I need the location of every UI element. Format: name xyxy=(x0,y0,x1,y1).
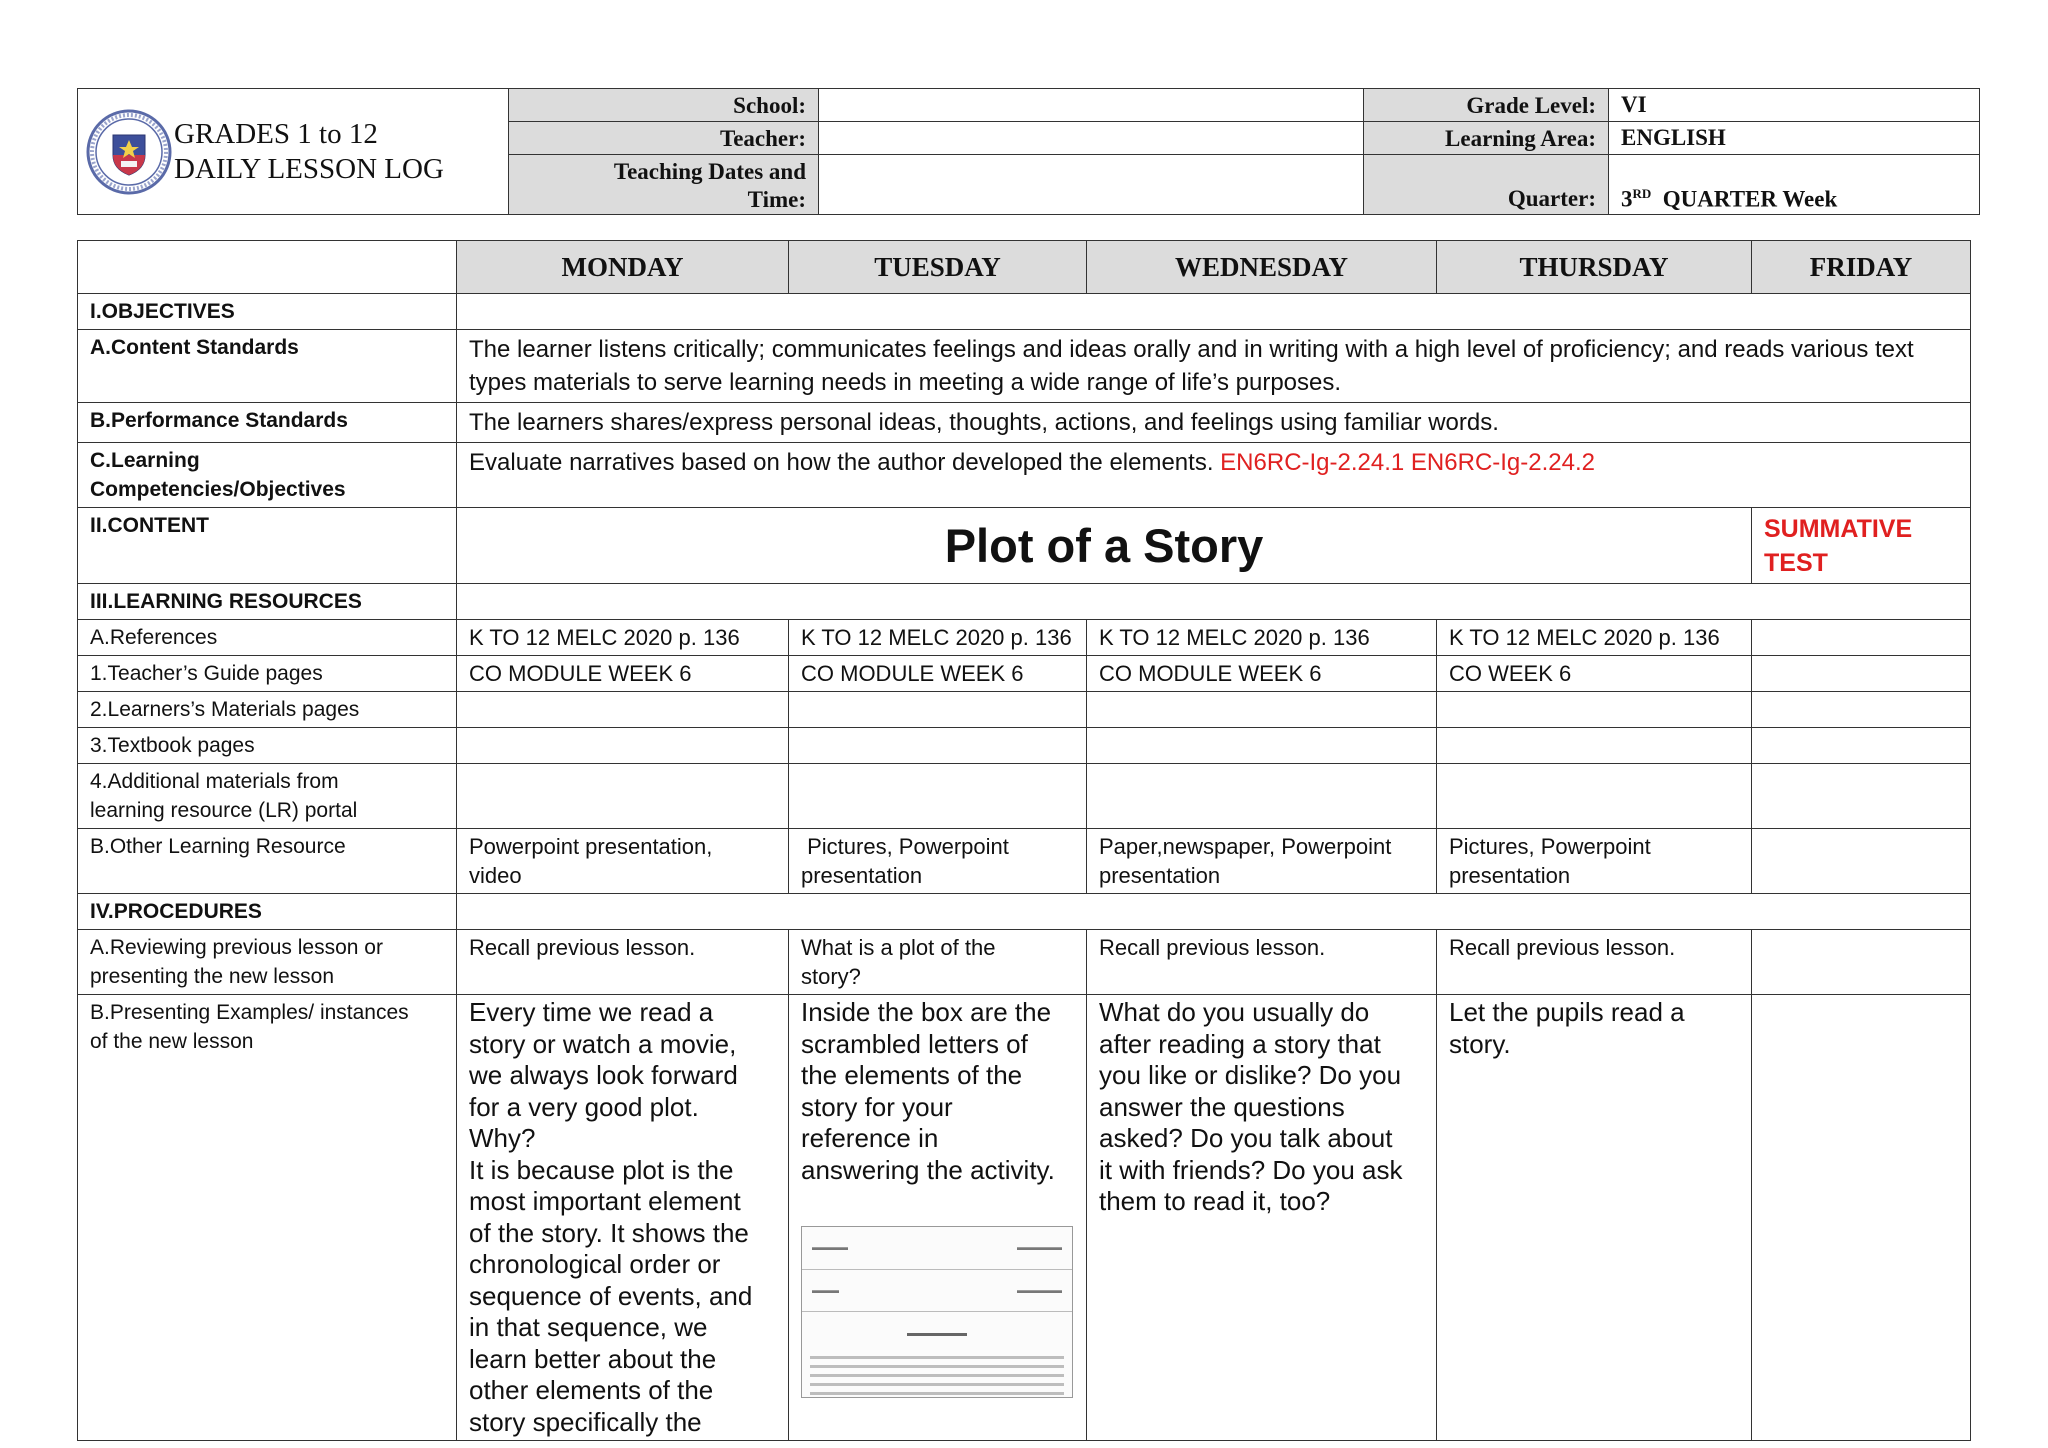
learners-materials-cell xyxy=(1437,692,1752,728)
references-row xyxy=(78,620,1971,656)
reviewing-monday xyxy=(457,930,789,995)
reviewing-row xyxy=(78,930,1971,995)
presenting-examples-row xyxy=(78,995,1971,1441)
procedures-heading-row xyxy=(78,894,1971,930)
presenting-text: them to read it, too? xyxy=(1099,1186,1331,1216)
other-resources-monday xyxy=(457,829,789,894)
reviewing-wednesday xyxy=(1087,930,1437,995)
header-title-line1: GRADES 1 to 12 xyxy=(174,117,378,150)
presenting-text: answer the questions xyxy=(1099,1091,1345,1122)
learners-materials-cell xyxy=(1087,692,1437,728)
day-header-row xyxy=(78,241,1971,294)
other-resources-row xyxy=(78,829,1971,894)
thumbnail-text-line xyxy=(810,1383,1064,1386)
presenting-text: Let the pupils read a xyxy=(1449,997,1685,1027)
textbook-cell xyxy=(1752,728,1971,764)
teaching-dates-label xyxy=(509,155,819,215)
presenting-examples-tuesday xyxy=(789,995,1087,1441)
other-resources-thursday xyxy=(1437,829,1752,894)
summative-line1: SUMMATIVE xyxy=(1764,515,1913,543)
content-row xyxy=(78,508,1971,584)
content-standards-label: A.Content Standards xyxy=(78,330,457,403)
objectives-heading: I.OBJECTIVES xyxy=(78,294,457,330)
teachers-guide-thursday: CO WEEK 6 xyxy=(1437,656,1752,692)
learners-materials-label: 2.Learners’s Materials pages xyxy=(78,692,457,728)
textbook-cell xyxy=(457,728,789,764)
other-resources-text: Pictures, Powerpoint xyxy=(1449,834,1651,859)
reviewing-text: What is a plot of the xyxy=(801,935,996,960)
quarter-week-text: QUARTER Week xyxy=(1662,187,1838,212)
competencies-label-line2: Competencies/Objectives xyxy=(90,478,346,501)
references-thursday: K TO 12 MELC 2020 p. 136 xyxy=(1437,620,1752,656)
presenting-text: of the story. It shows the xyxy=(469,1217,749,1248)
presenting-text: after reading a story that xyxy=(1099,1028,1381,1059)
additional-materials-cell xyxy=(789,764,1087,829)
additional-materials-label-line1: 4.Additional materials from xyxy=(90,770,339,793)
textbook-row xyxy=(78,728,1971,764)
reviewing-text: Recall previous lesson. xyxy=(469,935,696,960)
day-header-monday: MONDAY xyxy=(457,241,789,294)
references-wednesday: K TO 12 MELC 2020 p. 136 xyxy=(1087,620,1437,656)
header-logo-cell xyxy=(78,89,509,215)
resources-heading: III.LEARNING RESOURCES xyxy=(78,584,457,620)
thumbnail-scribble-row: ▬▬▬ ▬▬▬▬▬ xyxy=(802,1270,1072,1313)
learners-materials-cell xyxy=(457,692,789,728)
other-resources-text: Paper,newspaper, Powerpoint xyxy=(1099,834,1392,859)
lesson-log-table xyxy=(77,240,1971,1441)
other-resources-text: Pictures, Powerpoint xyxy=(801,834,1009,859)
content-standards-row xyxy=(78,330,1971,403)
competencies-text xyxy=(457,443,1971,508)
other-resources-text: presentation xyxy=(1449,863,1571,888)
thumbnail-text-line xyxy=(810,1374,1064,1377)
additional-materials-cell xyxy=(457,764,789,829)
references-label: A.References xyxy=(78,620,457,656)
reviewing-friday xyxy=(1752,930,1971,995)
presenting-text: in that sequence, we xyxy=(469,1312,708,1342)
textbook-cell xyxy=(1087,728,1437,764)
procedures-heading-blank xyxy=(457,894,1971,930)
competencies-description: Evaluate narratives based on how the author developed the elements. xyxy=(469,449,1214,476)
additional-materials-label xyxy=(78,764,457,829)
quarter-field[interactable] xyxy=(1609,155,1980,215)
presenting-examples-label-line2: of the new lesson xyxy=(90,1030,254,1053)
thumbnail-text-line xyxy=(810,1392,1064,1395)
competencies-label-line1: C.Learning xyxy=(90,449,200,472)
presenting-text: answering the activity. xyxy=(801,1154,1055,1185)
scrambled-letters-image xyxy=(801,1226,1073,1398)
presenting-text: other elements of the xyxy=(469,1375,714,1405)
learning-area-label: Learning Area: xyxy=(1364,122,1609,155)
presenting-text: most important element xyxy=(469,1186,741,1216)
presenting-text: chronological order or xyxy=(469,1249,721,1279)
grade-level-field[interactable]: VI xyxy=(1609,89,1980,122)
reviewing-text: Recall previous lesson. xyxy=(1099,935,1326,960)
corner-cell xyxy=(78,241,457,294)
competencies-label xyxy=(78,443,457,508)
reviewing-text: Recall previous lesson. xyxy=(1449,935,1676,960)
quarter-suffix: RD xyxy=(1632,186,1652,202)
performance-standards-row xyxy=(78,403,1971,443)
learners-materials-row xyxy=(78,692,1971,728)
resources-heading-row xyxy=(78,584,1971,620)
school-label: School: xyxy=(509,89,819,122)
other-resources-tuesday xyxy=(789,829,1087,894)
presenting-text: story or watch a movie, xyxy=(469,1028,737,1059)
friday-summative-test xyxy=(1752,508,1971,584)
other-resources-text: video xyxy=(469,863,522,888)
content-title: Plot of a Story xyxy=(457,508,1752,584)
content-label: II.CONTENT xyxy=(78,508,457,584)
presenting-text: story for your xyxy=(801,1091,953,1122)
presenting-examples-monday xyxy=(457,995,789,1441)
reviewing-tuesday xyxy=(789,930,1087,995)
presenting-text: the elements of the xyxy=(801,1060,1023,1090)
other-resources-wednesday xyxy=(1087,829,1437,894)
header-table xyxy=(77,88,1980,215)
references-friday xyxy=(1752,620,1971,656)
presenting-text: you like or dislike? Do you xyxy=(1099,1060,1402,1090)
teacher-field[interactable] xyxy=(819,122,1364,155)
content-standards-text: The learner listens critically; communicates feelings and ideas orally and in writing with a high level of proficiency; and reads various text types materials to serve learning needs in meeting a wide range of life’s purposes. xyxy=(457,330,1971,403)
presenting-text: for a very good plot. xyxy=(469,1091,699,1122)
thumbnail-scribble-row: ▬▬▬▬ ▬▬▬▬▬ xyxy=(802,1227,1072,1270)
teachers-guide-friday xyxy=(1752,656,1971,692)
additional-materials-cell xyxy=(1752,764,1971,829)
reviewing-label-line1: A.Reviewing previous lesson or xyxy=(90,936,383,959)
learners-materials-cell xyxy=(1752,692,1971,728)
presenting-text: Inside the box are the xyxy=(801,997,1052,1027)
teachers-guide-monday: CO MODULE WEEK 6 xyxy=(457,656,789,692)
school-field[interactable] xyxy=(819,89,1364,122)
presenting-text: we always look forward xyxy=(469,1060,738,1090)
competencies-row xyxy=(78,443,1971,508)
other-resources-text: Powerpoint presentation, xyxy=(469,834,713,859)
grade-level-label: Grade Level: xyxy=(1364,89,1609,122)
presenting-text: It is because plot is the xyxy=(469,1154,734,1185)
thumbnail-text-line xyxy=(810,1365,1064,1368)
presenting-text: scrambled letters of xyxy=(801,1028,1028,1059)
thumbnail-text-line xyxy=(810,1356,1064,1359)
reviewing-thursday xyxy=(1437,930,1752,995)
presenting-text: Every time we read a xyxy=(469,997,714,1027)
teaching-dates-label-line1: Teaching Dates and xyxy=(613,159,806,184)
additional-materials-row xyxy=(78,764,1971,829)
teachers-guide-wednesday: CO MODULE WEEK 6 xyxy=(1087,656,1437,692)
reviewing-text: story? xyxy=(801,964,861,989)
presenting-text: sequence of events, and xyxy=(469,1280,753,1311)
resources-heading-blank xyxy=(457,584,1971,620)
thumbnail-title: ▬▬▬▬▬▬ xyxy=(907,1328,967,1339)
presenting-text: it with friends? Do you ask xyxy=(1099,1154,1403,1185)
textbook-cell xyxy=(1437,728,1752,764)
references-tuesday: K TO 12 MELC 2020 p. 136 xyxy=(789,620,1087,656)
day-header-friday: FRIDAY xyxy=(1752,241,1971,294)
presenting-text: Why? xyxy=(469,1123,536,1153)
other-resources-text: presentation xyxy=(801,863,923,888)
day-header-tuesday: TUESDAY xyxy=(789,241,1087,294)
teacher-label: Teacher: xyxy=(509,122,819,155)
performance-standards-label: B.Performance Standards xyxy=(78,403,457,443)
other-resources-text: presentation xyxy=(1099,863,1221,888)
references-monday: K TO 12 MELC 2020 p. 136 xyxy=(457,620,789,656)
performance-standards-text: The learners shares/express personal ideas, thoughts, actions, and feelings using familiar words. xyxy=(457,403,1971,443)
procedures-heading: IV.PROCEDURES xyxy=(78,894,457,930)
deped-seal-icon xyxy=(86,109,172,195)
other-resources-friday xyxy=(1752,829,1971,894)
quarter-number: 3 xyxy=(1621,187,1633,212)
textbook-label: 3.Textbook pages xyxy=(78,728,457,764)
teachers-guide-label: 1.Teacher’s Guide pages xyxy=(78,656,457,692)
teachers-guide-row xyxy=(78,656,1971,692)
summative-line2: TEST xyxy=(1764,549,1828,577)
header-title-line2: DAILY LESSON LOG xyxy=(174,152,444,185)
presenting-text: story. xyxy=(1449,1028,1511,1059)
presenting-examples-label xyxy=(78,995,457,1441)
presenting-examples-label-line1: B.Presenting Examples/ instances xyxy=(90,1001,409,1024)
presenting-text: reference in xyxy=(801,1123,939,1153)
quarter-label: Quarter: xyxy=(1364,155,1609,215)
teaching-dates-field[interactable] xyxy=(819,155,1364,215)
teachers-guide-tuesday: CO MODULE WEEK 6 xyxy=(789,656,1087,692)
other-resources-label: B.Other Learning Resource xyxy=(78,829,457,894)
reviewing-label xyxy=(78,930,457,995)
additional-materials-cell xyxy=(1437,764,1752,829)
presenting-examples-thursday xyxy=(1437,995,1752,1441)
presenting-text: What do you usually do xyxy=(1099,997,1370,1027)
competency-codes: EN6RC-Ig-2.24.1 EN6RC-Ig-2.24.2 xyxy=(1220,449,1595,476)
reviewing-label-line2: presenting the new lesson xyxy=(90,965,334,988)
presenting-text: learn better about the xyxy=(469,1343,717,1374)
day-header-thursday: THURSDAY xyxy=(1437,241,1752,294)
learning-area-field[interactable]: ENGLISH xyxy=(1609,122,1980,155)
day-header-wednesday: WEDNESDAY xyxy=(1087,241,1437,294)
teaching-dates-label-line2: Time: xyxy=(747,187,806,212)
presenting-text: story specifically the xyxy=(469,1406,702,1437)
presenting-examples-wednesday xyxy=(1087,995,1437,1441)
additional-materials-label-line2: learning resource (LR) portal xyxy=(90,799,358,822)
objectives-heading-blank xyxy=(457,294,1971,330)
learners-materials-cell xyxy=(789,692,1087,728)
textbook-cell xyxy=(789,728,1087,764)
objectives-heading-row xyxy=(78,294,1971,330)
additional-materials-cell xyxy=(1087,764,1437,829)
presenting-examples-friday xyxy=(1752,995,1971,1441)
presenting-text: asked? Do you talk about xyxy=(1099,1123,1393,1153)
